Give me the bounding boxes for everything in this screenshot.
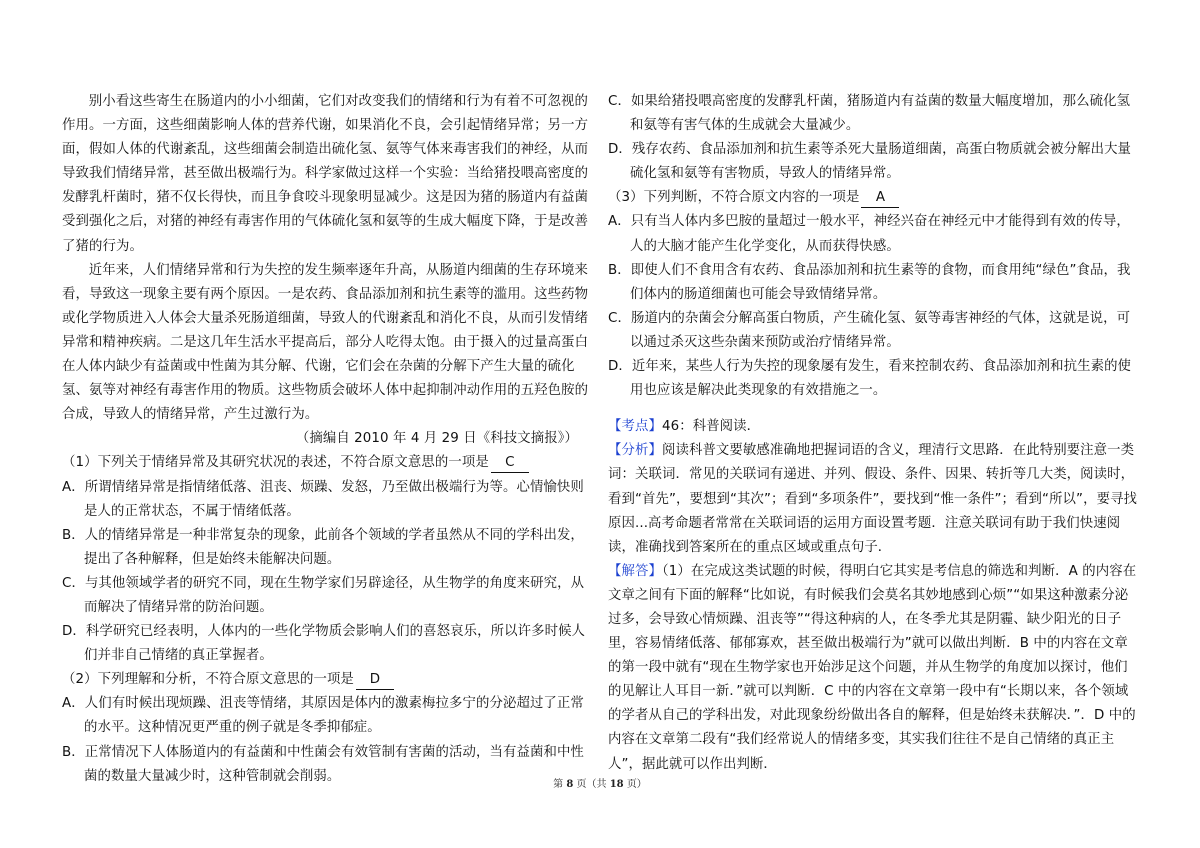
passage-paragraph-1: 别小看这些寄生在肠道内的小小细菌，它们对改变我们的情绪和行为有着不可忽视的作用。一方面，这些细菌影响人体的营养代谢，如果消化不良，会引起情绪异常；另一方面，假如人体的代谢紊乱，这些细菌会制造出硫化氢、氨等气体来毒害我们的神经，从而导致我们情绪异常，甚至做出极端行为。科学家做过这样一个实验：当给猪投喂高密度的发酵乳杆菌时，猪不仅长得快，而且争食咬斗现象明显减少。这是因为猪的肠道内有益菌受到强化之后，对猪的神经有毒害作用的气体硫化氢和氨等的生成大幅度下降，于是改善了猪的行为。: [62, 94, 589, 254]
jieda-section: [608, 560, 1140, 777]
question-2-answer: D: [356, 671, 394, 690]
footer-page-number: 8: [566, 779, 574, 790]
footer-mid: 页（共: [576, 779, 607, 790]
kaodian-text: 46：科普阅读．: [661, 419, 761, 435]
q3-option-a: A．只有当人体内多巴胺的量超过一般水平，神经兴奋在神经元中才能得到有效的传导，人的大脑才能产生化学变化，从而获得快感。: [608, 214, 1130, 254]
question-2-stem: （2）下列理解和分析，不符合原文意思的一项是: [62, 672, 354, 688]
jieda-text: （1）在完成这类试题的时候，得明白它其实是考信息的筛选和判断．A 的内容在文章之间有下面的解释“比如说，有时候我们会莫名其妙地感到心烦”“如果这种激素分泌过多，会导致心情烦躁、沮丧等”“得这种病的人，在冬季尤其是阴霾、缺少阳光的日子里，容易情绪低落、郁郁寡欢，甚至做出极端行为”就可以做出判断．B 中的内容在文章的第一段中就有“现在生物学家也开始涉足这个问题，并从生物学的角度加以探讨，他们的见解让人耳目一新．”就可以判断．C 中的内容在文章第一段中有“长期以来，各个领域的学者从自己的学科出发，对此现象纷纷做出各自的解释，但是始终未获解决．”．D 中的内容在文章第二段有“我们经常说人的情绪多变，其实我们往往不是自己情绪的真正主人”，据此就可以作出判断．: [608, 563, 1137, 772]
left-column: [62, 90, 592, 789]
q1-option-c: C．与其他领域学者的研究不同，现在生物学家们另辟途径，从生物学的角度来研究，从而解决了情绪异常的防治问题。: [62, 575, 585, 615]
q2-option-a: A．人们有时候出现烦躁、沮丧等情绪，其原因是体内的激素梅拉多宁的分泌超过了正常的水平。这种情况更严重的例子就是冬季抑郁症。: [62, 696, 584, 736]
q2-option-b: B．正常情况下人体肠道内的有益菌和中性菌会有效管制有害菌的活动，当有益菌和中性菌的数量大量减少时，这种管制就会削弱。: [62, 744, 584, 784]
right-column: [608, 90, 1140, 777]
source-citation: （摘编自 2010 年 4 月 29 日《科技文摘报》）: [295, 431, 578, 447]
question-3-answer: A: [861, 189, 899, 208]
fenxi-section: [608, 439, 1140, 559]
q1-option-d: D．科学研究已经表明，人体内的一些化学物质会影响人们的喜怒哀乐，所以许多时候人们并非自己情绪的真正掌握者。: [62, 624, 586, 664]
q1-option-a: A．所谓情绪异常是指情绪低落、沮丧、烦躁、发怒，乃至做出极端行为等。心情愉快则是人的正常状态，不属于情绪低落。: [62, 479, 584, 519]
question-3-stem: （3）下列判断，不符合原文内容的一项是: [608, 190, 860, 206]
fenxi-text: 阅读科普文要敏感准确地把握词语的含义，理清行文思路．在此特别要注意一类词：关联词．常见的关联词有递进、并列、假设、条件、因果、转折等几大类，阅读时，看到“首先”，要想到“其次”；看到“多项条件”，要找到“惟一条件”；看到“所以”，要寻找原因...高考命题者常常在关联词语的运用方面设置考题．注意关联词有助于我们快速阅读，准确找到答案所在的重点区域或重点句子．: [608, 443, 1138, 555]
footer-prefix: 第: [553, 779, 564, 790]
question-3: [608, 186, 1140, 210]
kaodian-section: [608, 415, 1140, 439]
kaodian-tag: 【考点】: [608, 419, 662, 435]
fenxi-tag: 【分析】: [608, 443, 662, 459]
q2-option-d: D．残存农药、食品添加剂和抗生素等杀死大量肠道细菌，高蛋白物质就会被分解出大量硫化氢和氨等有害物质，导致人的情绪异常。: [608, 142, 1132, 182]
q3-option-d: D．近年来，某些人行为失控的现象屡有发生，看来控制农药、食品添加剂和抗生素的使用也应该是解决此类现象的有效措施之一。: [608, 359, 1132, 399]
q3-option-c: C．肠道内的杂菌会分解高蛋白物质，产生硫化氢、氨等毒害神经的气体，这就是说，可以通过杀灭这些杂菌来预防或治疗情绪异常。: [608, 310, 1131, 350]
question-1-stem: （1）下列关于情绪异常及其研究状况的表述，不符合原文意思的一项是: [62, 455, 489, 471]
q1-option-b: B．人的情绪异常是一种非常复杂的现象，此前各个领域的学者虽然从不同的学科出发，提出了各种解释，但是始终未能解决问题。: [62, 527, 584, 567]
q2-option-c: C．如果给猪投喂高密度的发酵乳杆菌，猪肠道内有益菌的数量大幅度增加，那么硫化氢和氨等有害气体的生成就会大量减少。: [608, 94, 1131, 134]
passage-paragraph-2: 近年来，人们情绪异常和行为失控的发生频率逐年升高，从肠道内细菌的生存环境来看，导致这一现象主要有两个原因。一是农药、食品添加剂和抗生素等的滥用。这些药物或化学物质进入人体会大量杀死肠道细菌，导致人的代谢紊乱和消化不良，从而引发情绪异常和精神疾病。二是这几年生活水平提高后，部分人吃得太饱。由于摄入的过量高蛋白在人体内缺少有益菌或中性菌为其分解、代谢，它们会在杂菌的分解下产生大量的硫化氢、氨等对神经有毒害作用的物质。这些物质会破坏人体中起抑制冲动作用的五羟色胺的合成，导致人的情绪异常，产生过激行为。: [62, 262, 589, 423]
question-1-answer: C: [491, 454, 529, 473]
question-1: [62, 451, 592, 475]
jieda-tag: 【解答】: [608, 563, 662, 579]
section-gap: [608, 403, 1140, 415]
question-2: [62, 668, 592, 692]
footer-total-pages: 18: [609, 779, 624, 790]
q3-option-b: B．即使人们不食用含有农药、食品添加剂和抗生素等的食物，而食用纯“绿色”食品，我们体内的肠道细菌也可能会导致情绪异常。: [608, 262, 1131, 302]
footer-suffix: 页）: [626, 779, 647, 790]
page-footer: [0, 775, 1200, 790]
